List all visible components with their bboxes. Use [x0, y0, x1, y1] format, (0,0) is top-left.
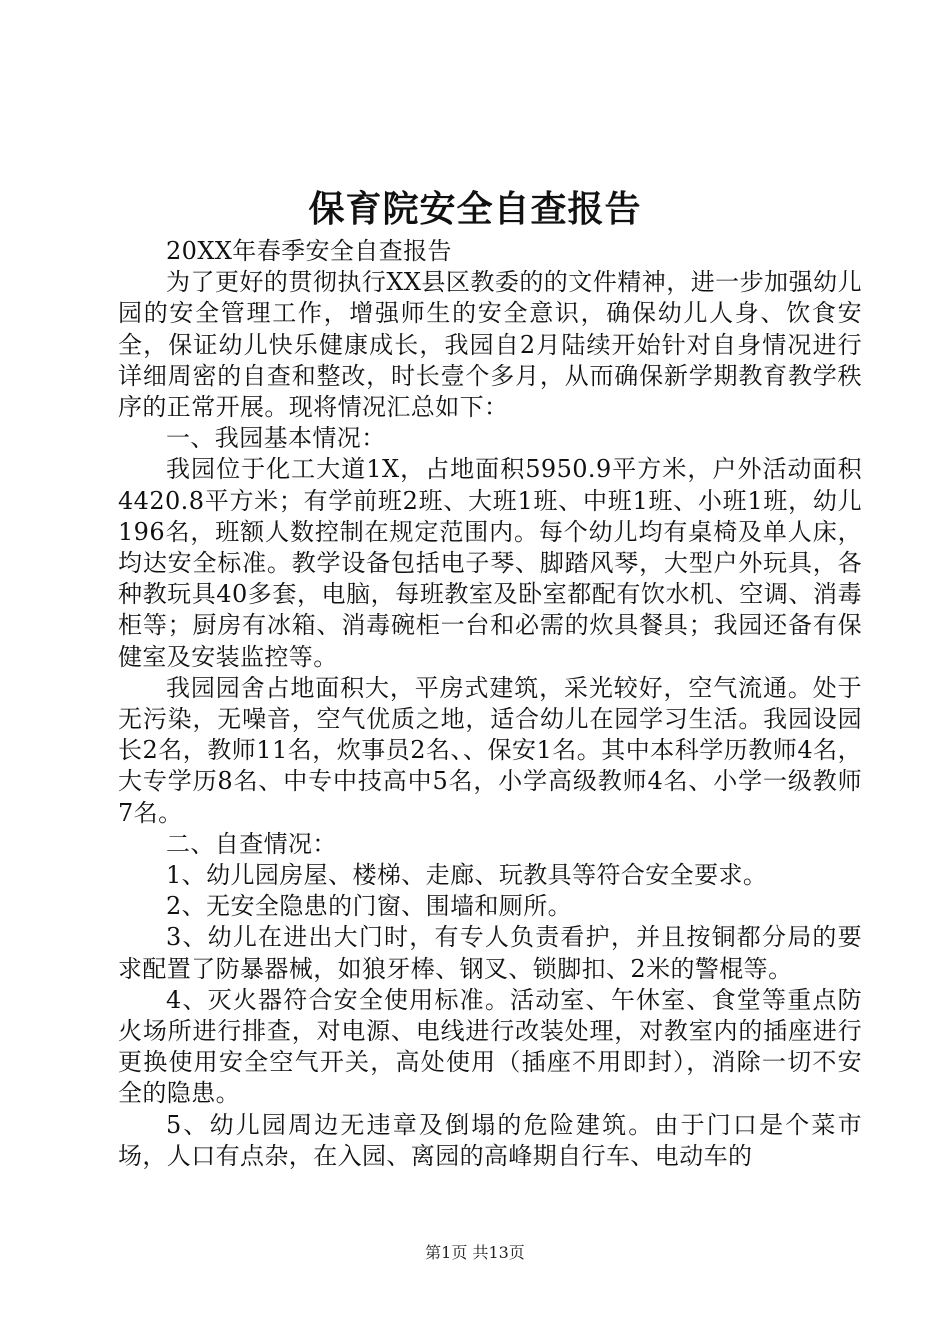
- section-heading-self-check: 二、自查情况：: [166, 829, 337, 858]
- document-body: [118, 236, 862, 1172]
- paragraph-check-item-3: 3、幼儿在进出大门时，有专人负责看护，并且按铜都分局的要求配置了防暴器械，如狼牙棒、钢叉、锁脚扣、2米的警棍等。: [118, 923, 862, 983]
- paragraph-check-item-4: 4、灭火器符合安全使用标准。活动室、午休室、食堂等重点防火场所进行排查，对电源、电线进行改装处理，对教室内的插座进行更换使用安全空气开关，高处使用（插座不用即封），消除一切不安全的隐患。: [118, 985, 862, 1108]
- paragraph-check-item-2: 2、无安全隐患的门窗、围墙和厕所。: [166, 892, 573, 921]
- document-title: 保育院安全自查报告: [308, 188, 642, 230]
- section-heading-basic-info: 一、我园基本情况：: [166, 424, 386, 453]
- paragraph-subtitle: 20XX年春季安全自查报告: [166, 237, 452, 265]
- paragraph-basic-info-2: 我园园舍占地面积大，平房式建筑，采光较好，空气流通。处于无污染，无噪音，空气优质之地，适合幼儿在园学习生活。我园设园长2名，教师11名，炊事员2名、、保安1名。其中本科学历教师4名，大专学历8名、中专中技高中5名，小学高级教师4名、小学一级教师7名。: [118, 673, 862, 827]
- paragraph-basic-info-1: 我园位于化工大道1X，占地面积5950.9平方米，户外活动面积4420.8平方米；有学前班2班、大班1班、中班1班、小班1班，幼儿196名，班额人数控制在规定范围内。每个幼儿均有桌椅及单人床，均达安全标准。教学设备包括电子琴、脚踏风琴，大型户外玩具，各种教玩具40多套，电脑，每班教室及卧室都配有饮水机、空调、消毒柜等；厨房有冰箱、消毒碗柜一台和必需的炊具餐具；我园还备有保健室及安装监控等。: [118, 455, 862, 671]
- paragraph-check-item-1: 1、幼儿园房屋、楼梯、走廊、玩教具等符合安全要求。: [166, 861, 768, 890]
- paragraph-intro: 为了更好的贯彻执行XX县区教委的的文件精神，进一步加强幼儿园的安全管理工作，增强师生的安全意识，确保幼儿人身、饮食安全，保证幼儿快乐健康成长，我园自2月陆续开始针对自身情况进行详细周密的自查和整改，时长壹个多月，从而确保新学期教育教学秩序的正常开展。现将情况汇总如下：: [118, 268, 862, 422]
- page-footer: 第1页 共13页: [425, 1243, 525, 1262]
- paragraph-check-item-5: 5、幼儿园周边无违章及倒塌的危险建筑。由于门口是个菜市场，人口有点杂，在入园、离园的高峰期自行车、电动车的: [118, 1110, 862, 1170]
